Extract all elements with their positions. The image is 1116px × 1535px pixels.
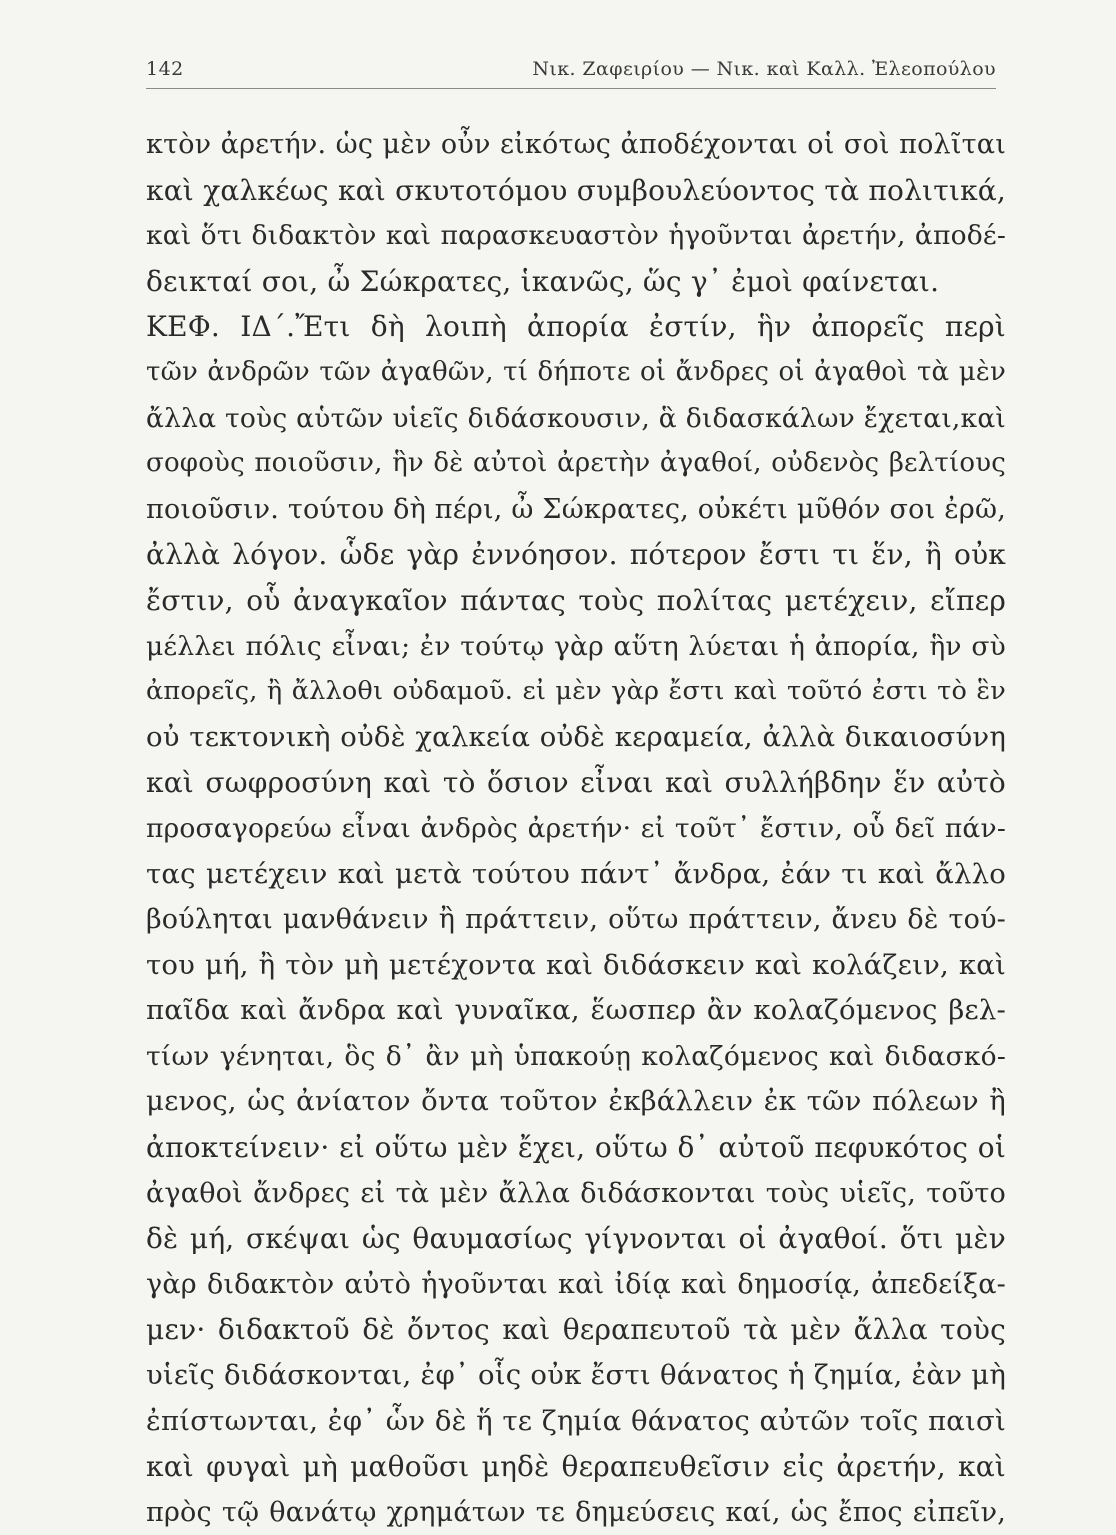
text-line: ἔστιν, οὗ ἀναγκαῖον πάντας τοὺς πολίτας μετέχειν, εἴπερ xyxy=(146,583,1006,617)
text-line: καὶ σωφροσύνη καὶ τὸ ὅσιον εἶναι καὶ συλλήβδην ἕν αὐτὸ xyxy=(146,766,1006,800)
text-line: τίων γένηται, ὃς δ᾽ ἂν μὴ ὑπακούῃ κολαζόμενος καὶ διδασκό- xyxy=(146,1040,1006,1072)
header-rule xyxy=(146,88,996,89)
text-line: τῶν ἀνδρῶν τῶν ἀγαθῶν, τί δήποτε οἱ ἄνδρες οἱ ἀγαθοὶ τὰ μὲν xyxy=(146,356,1006,387)
text-line: τας μετέχειν καὶ μετὰ τούτου πάντ᾽ ἄνδρα, ἐάν τι καὶ ἄλλο xyxy=(146,857,1006,890)
text-line: καὶ χαλκέως καὶ σκυτοτόμου συμβουλεύοντος τὰ πολιτικά, xyxy=(146,173,1006,207)
running-head xyxy=(146,58,996,90)
text-line: ἀλλὰ λόγον. ὧδε γὰρ ἐννόησον. πότερον ἔστι τι ἕν, ἢ οὐκ xyxy=(146,538,1006,572)
page-number: 142 xyxy=(146,58,184,80)
text-line: του μή, ἢ τὸν μὴ μετέχοντα καὶ διδάσκειν καὶ κολάζειν, καὶ xyxy=(146,948,1006,981)
text-line: γὰρ διδακτὸν αὐτὸ ἡγοῦνται καὶ ἰδίᾳ καὶ δημοσίᾳ, ἀπεδείξα- xyxy=(146,1268,1006,1300)
text-line: κτὸν ἀρετήν. ὡς μὲν οὖν εἰκότως ἀποδέχονται οἱ σοὶ πολῖται xyxy=(146,129,1006,160)
text-line: μενος, ὡς ἀνίατον ὄντα τοῦτον ἐκβάλλειν ἐκ τῶν πόλεων ἢ xyxy=(146,1085,1006,1118)
body-text xyxy=(146,122,1006,1535)
text-line: καὶ ὅτι διδακτὸν καὶ παρασκευαστὸν ἡγοῦνται ἀρετήν, ἀποδέ- xyxy=(146,220,1006,252)
text-line: μέλλει πόλις εἶναι; ἐν τούτῳ γὰρ αὕτη λύεται ἡ ἀπορία, ἣν σὺ xyxy=(146,630,1006,662)
text-line: ἄλλα τοὺς αὑτῶν υἱεῖς διδάσκουσιν, ἃ διδασκάλων ἔχεται,καὶ xyxy=(146,402,1006,434)
text-line: παῖδα καὶ ἄνδρα καὶ γυναῖκα, ἕωσπερ ἂν κολαζόμενος βελ- xyxy=(146,994,1006,1027)
text-line: πρὸς τῷ θανάτῳ χρημάτων τε δημεύσεις καί, ὡς ἔπος εἰπεῖν, xyxy=(146,1496,1006,1528)
text-line: δεικταί σοι, ὦ Σώκρατες, ἱκανῶς, ὥς γ᾽ ἐμοὶ φαίνεται. xyxy=(146,264,940,298)
text-line: ἐπίστωνται, ἐφ᾽ ὧν δὲ ἥ τε ζημία θάνατος αὐτῶν τοῖς παισὶ xyxy=(146,1404,1006,1437)
text-line: ἀπορεῖς, ἢ ἄλλοθι οὐδαμοῦ. εἰ μὲν γὰρ ἔστι καὶ τοῦτό ἐστι τὸ ἓν xyxy=(146,676,1006,707)
text-line: βούληται μανθάνειν ἢ πράττειν, οὕτω πράττειν, ἄνευ δὲ τού- xyxy=(146,904,1006,936)
text-line: προσαγορεύω εἶναι ἀνδρὸς ἀρετήν· εἰ τοῦτ᾽ ἔστιν, οὗ δεῖ πάν- xyxy=(146,812,1006,844)
text-line: ποιοῦσιν. τούτου δὴ πέρι, ὦ Σώκρατες, οὐκέτι μῦθόν σοι ἐρῶ, xyxy=(146,493,1006,525)
text-line: οὐ τεκτονικὴ οὐδὲ χαλκεία οὐδὲ κεραμεία, ἀλλὰ δικαιοσύνη xyxy=(146,720,1006,753)
text-line: μεν· διδακτοῦ δὲ ὄντος καὶ θεραπευτοῦ τὰ μὲν ἄλλα τοὺς xyxy=(146,1313,1006,1347)
text-line: δὲ μή, σκέψαι ὡς θαυμασίως γίγνονται οἱ ἀγαθοί. ὅτι μὲν xyxy=(146,1222,1006,1256)
header-authors: Νικ. Ζαφειρίου — Νικ. καὶ Καλλ. Ἐλεοπούλου xyxy=(532,58,996,80)
text-line: ἀγαθοὶ ἄνδρες εἰ τὰ μὲν ἄλλα διδάσκονται τοὺς υἱεῖς, τοῦτο xyxy=(146,1177,1006,1209)
text-line: ἀποκτείνειν· εἰ οὕτω μὲν ἔχει, οὕτω δ᾽ αὐτοῦ πεφυκότος οἱ xyxy=(146,1131,1006,1165)
text-line: σοφοὺς ποιοῦσιν, ἣν δὲ αὐτοὶ ἀρετὴν ἀγαθοί, οὐδενὸς βελτίους xyxy=(146,448,1006,479)
text-line: υἱεῖς διδάσκονται, ἐφ᾽ οἷς οὐκ ἔστι θάνατος ἡ ζημία, ἐὰν μὴ xyxy=(146,1359,1006,1392)
chapter-heading-line: ΚΕΦ. ΙΔ΄.Ἔτι δὴ λοιπὴ ἀπορία ἐστίν, ἣν ἀπορεῖς περὶ xyxy=(146,310,1006,344)
text-line: καὶ φυγαὶ μὴ μαθοῦσι μηδὲ θεραπευθεῖσιν εἰς ἀρετήν, καὶ xyxy=(146,1450,1006,1484)
